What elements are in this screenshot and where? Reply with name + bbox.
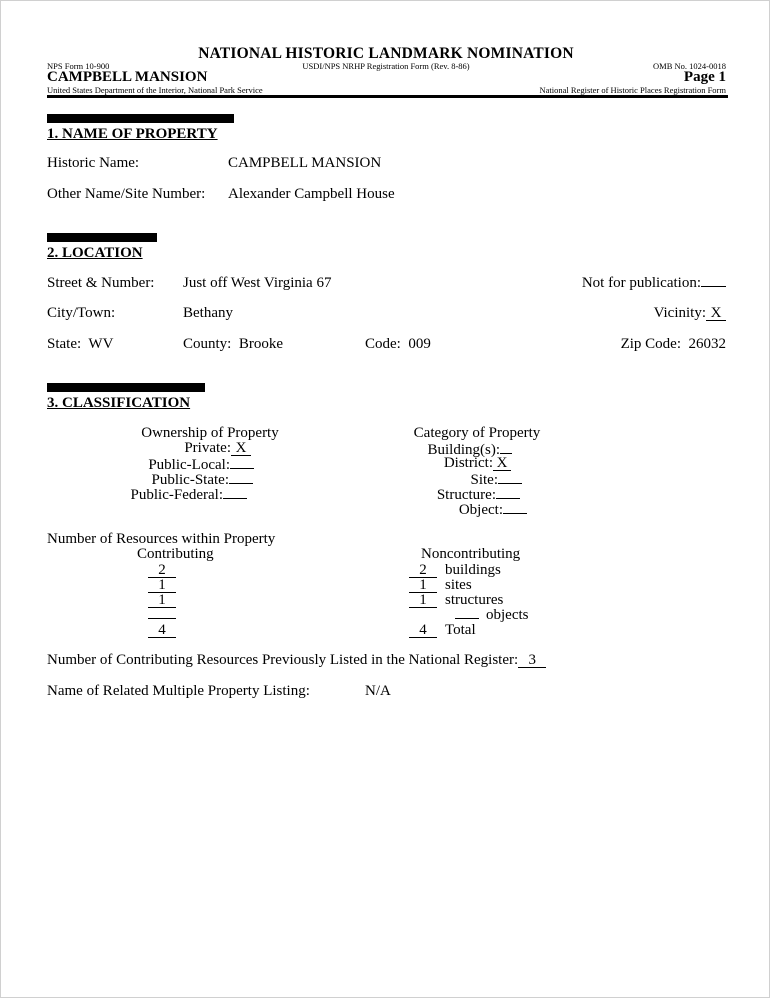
private-label: Private:: [184, 440, 231, 456]
other-name-label: Other Name/Site Number:: [47, 186, 206, 202]
contributing-buildings: [148, 563, 176, 578]
registration-form-label: USDI/NPS NRHP Registration Form (Rev. 8-86): [302, 61, 470, 71]
category-object: [459, 501, 527, 518]
section-3-title: 3. CLASSIFICATION: [47, 395, 191, 411]
street-label: Street & Number:: [47, 275, 155, 291]
noncontributing-buildings-value: 2: [409, 563, 437, 578]
contributing-total: [148, 623, 176, 638]
buildings-blank: [500, 441, 512, 454]
vicinity-value: X: [706, 306, 726, 321]
section-3-bar: [47, 383, 205, 392]
ownership-private: [184, 441, 251, 456]
noncontributing-header: Noncontributing: [421, 546, 521, 562]
noncontributing-sites: [409, 578, 437, 593]
page-number: Page 1: [683, 69, 726, 85]
section-2-bar: [47, 233, 157, 242]
public-state-blank: [229, 471, 253, 484]
not-for-publication: [582, 276, 726, 291]
row-label-objects: objects: [486, 607, 529, 623]
header-property-name: CAMPBELL MANSION: [47, 69, 208, 85]
district-label: District:: [443, 455, 493, 471]
noncontributing-buildings: [409, 563, 437, 578]
county: [183, 337, 283, 352]
code-value: 009: [408, 336, 431, 352]
omb-number: OMB No. 1024-0018: [653, 61, 726, 71]
public-local-label: Public-Local:: [148, 457, 230, 473]
state-label: State:: [47, 336, 82, 352]
county-label: County:: [183, 336, 232, 352]
row-label-structures: structures: [445, 592, 504, 608]
site-blank: [498, 471, 522, 484]
city-value: Bethany: [183, 305, 233, 321]
resources-title: Number of Resources within Property: [47, 531, 276, 547]
contributing-objects-value: [148, 618, 176, 619]
code-label: Code:: [365, 336, 401, 352]
object-label: Object:: [458, 502, 503, 518]
noncontributing-sites-value: 1: [409, 578, 437, 593]
public-federal-label: Public-Federal:: [130, 487, 223, 503]
historic-name-value: CAMPBELL MANSION: [228, 155, 382, 171]
form-title: NATIONAL HISTORIC LANDMARK NOMINATION: [198, 45, 574, 62]
zip-value: 26032: [688, 336, 726, 352]
ownership-public-federal: [131, 486, 247, 503]
not-for-publication-value: [701, 286, 726, 287]
row-label-buildings: buildings: [445, 562, 501, 578]
vicinity-label: Vicinity:: [653, 305, 706, 321]
contributing-total-value: 4: [148, 623, 176, 638]
noncontributing-objects: [455, 608, 479, 623]
previously-listed: [47, 653, 546, 668]
noncontributing-total-value: 4: [409, 623, 437, 638]
county-value: Brooke: [238, 336, 284, 352]
section-1-title: 1. NAME OF PROPERTY: [47, 126, 218, 142]
zip-code: [621, 337, 726, 352]
section-1-bar: [47, 114, 234, 123]
buildings-label: Building(s):: [427, 442, 500, 458]
department-label: United States Department of the Interior, National Park Service: [47, 85, 263, 95]
header-rule: [47, 95, 728, 98]
private-value: X: [231, 441, 251, 456]
code: [365, 337, 431, 352]
noncontributing-objects-value: [455, 618, 479, 619]
row-label-sites: sites: [445, 577, 472, 593]
state: [47, 337, 113, 352]
category-district: [444, 456, 511, 471]
object-blank: [503, 501, 527, 514]
contributing-buildings-value: 2: [148, 563, 176, 578]
public-federal-blank: [223, 486, 247, 499]
noncontributing-structures: [409, 593, 437, 608]
register-label: National Register of Historic Places Registration Form: [539, 85, 726, 95]
contributing-sites: [148, 578, 176, 593]
district-value: X: [493, 456, 511, 471]
category-title: Category of Property: [413, 425, 541, 441]
structure-label: Structure:: [436, 487, 496, 503]
historic-name-label: Historic Name:: [47, 155, 140, 171]
public-local-blank: [230, 456, 254, 469]
previously-listed-label: Number of Contributing Resources Previously Listed in the National Register:: [47, 652, 519, 668]
contributing-header: Contributing: [137, 546, 214, 562]
contributing-objects: [148, 608, 176, 623]
zip-label: Zip Code:: [620, 336, 681, 352]
contributing-structures: [148, 593, 176, 608]
related-listing-value: N/A: [365, 683, 391, 699]
state-value: WV: [88, 336, 114, 352]
noncontributing-structures-value: 1: [409, 593, 437, 608]
public-state-label: Public-State:: [151, 472, 229, 488]
noncontributing-total: [409, 623, 437, 638]
contributing-sites-value: 1: [148, 578, 176, 593]
street-value: Just off West Virginia 67: [183, 275, 332, 291]
city-label: City/Town:: [47, 305, 116, 321]
section-2-title: 2. LOCATION: [47, 245, 143, 261]
structure-blank: [496, 486, 520, 499]
not-for-publication-label: Not for publication:: [581, 275, 701, 291]
row-label-total: Total: [445, 622, 476, 638]
site-label: Site:: [470, 472, 498, 488]
ownership-title: Ownership of Property: [141, 425, 279, 441]
related-listing-label: Name of Related Multiple Property Listing:: [47, 683, 310, 699]
previously-listed-value: 3: [518, 653, 546, 668]
form-number: NPS Form 10-900: [47, 61, 110, 71]
contributing-structures-value: 1: [148, 593, 176, 608]
vicinity: [654, 306, 726, 321]
other-name-value: Alexander Campbell House: [228, 186, 395, 202]
